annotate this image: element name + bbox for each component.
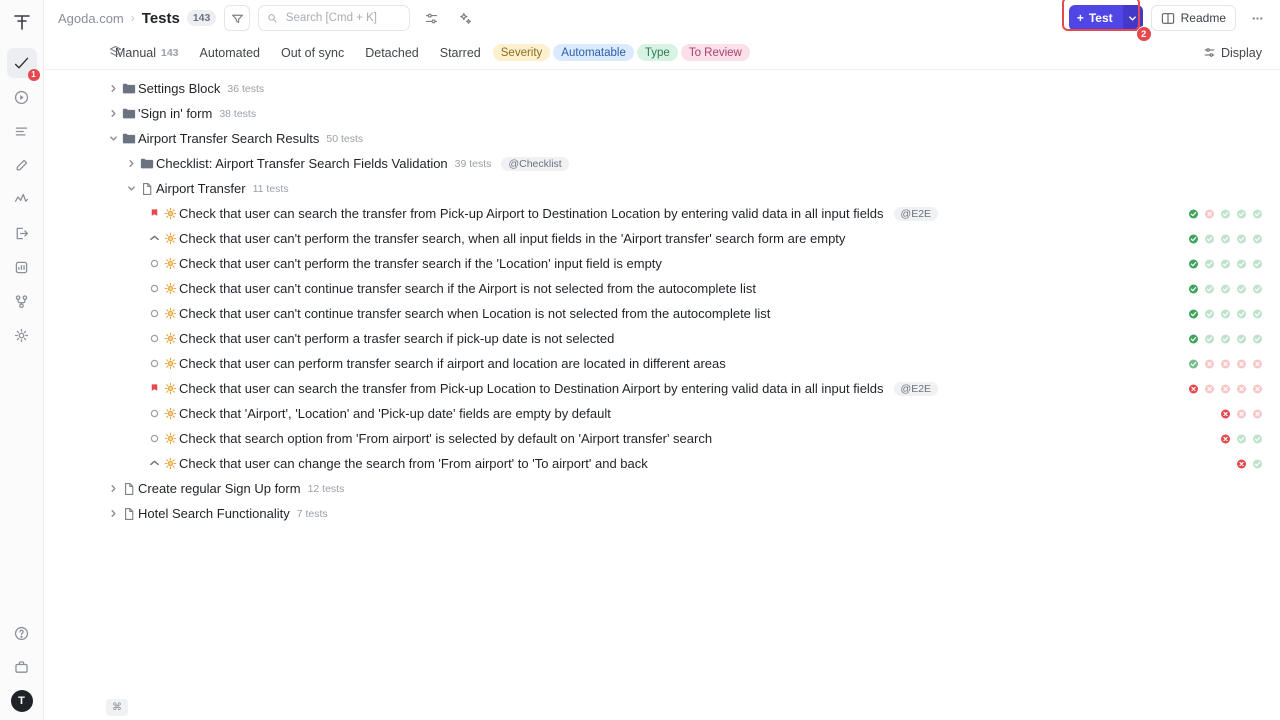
- tab-manual-count: 143: [161, 46, 179, 59]
- result-dot-fail-muted[interactable]: [1253, 384, 1262, 393]
- result-dot-fail[interactable]: [1237, 459, 1246, 468]
- node-count: 36 tests: [227, 82, 265, 95]
- breadcrumb: [58, 10, 216, 27]
- test-title: Check that user can perform transfer search if airport and location are located in different areas: [179, 356, 726, 371]
- chevron-down-icon[interactable]: [106, 134, 120, 143]
- node-count: 38 tests: [219, 107, 257, 120]
- test-results: [1189, 376, 1262, 401]
- tab-out-of-sync[interactable]: [272, 43, 353, 63]
- result-dot-pass-muted[interactable]: [1221, 284, 1230, 293]
- readme-button[interactable]: [1151, 5, 1236, 31]
- test-title: Check that user can't perform a trasfer search if pick-up date is not selected: [179, 331, 615, 346]
- tab-detached[interactable]: [356, 43, 428, 63]
- tab-starred[interactable]: [431, 43, 490, 63]
- chip-automatable[interactable]: Automatable: [553, 44, 634, 61]
- result-dot-pass[interactable]: [1189, 209, 1198, 218]
- automatable-icon[interactable]: [161, 207, 179, 220]
- test-row[interactable]: [44, 276, 1280, 301]
- tests-count-badge: 143: [187, 10, 217, 26]
- chip-type[interactable]: Type: [637, 44, 678, 61]
- app-logo-t-icon[interactable]: [8, 8, 36, 36]
- result-dot-pass-muted[interactable]: [1253, 334, 1262, 343]
- severity-icon[interactable]: [148, 358, 161, 369]
- test-title: Check that user can't perform the transfer search, when all input fields in the 'Airport transfer' search form are empty: [179, 231, 846, 246]
- chip-to-review[interactable]: To Review: [681, 44, 750, 61]
- result-dot-pass-muted[interactable]: [1205, 309, 1214, 318]
- document-icon: [138, 182, 156, 196]
- suite-row[interactable]: [44, 476, 1280, 501]
- severity-icon[interactable]: [148, 308, 161, 319]
- breadcrumb-separator: ›: [130, 11, 135, 25]
- test-button-group: [1069, 5, 1147, 40]
- folder-row[interactable]: [44, 76, 1280, 101]
- result-dot-pass-muted[interactable]: [1253, 459, 1262, 468]
- automatable-icon[interactable]: [161, 432, 179, 445]
- result-dot-pass-muted[interactable]: [1253, 284, 1262, 293]
- sidebar-item-settings[interactable]: [7, 320, 37, 350]
- automatable-icon[interactable]: [161, 232, 179, 245]
- result-dot-empty: [1205, 409, 1214, 418]
- page-title: Tests: [141, 9, 180, 27]
- result-dot-pass-muted[interactable]: [1221, 259, 1230, 268]
- folder-icon: [120, 107, 138, 120]
- result-dot-fail[interactable]: [1189, 384, 1198, 393]
- result-dot-pass-muted[interactable]: [1205, 334, 1214, 343]
- severity-icon[interactable]: [148, 433, 161, 444]
- display-label: Display: [1221, 45, 1262, 60]
- top-bar-actions: [1069, 5, 1270, 40]
- result-dot-pass-muted[interactable]: [1253, 209, 1262, 218]
- document-icon: [120, 482, 138, 496]
- test-row[interactable]: [44, 451, 1280, 476]
- result-dot-pass-muted[interactable]: [1237, 284, 1246, 293]
- severity-icon[interactable]: [148, 333, 161, 344]
- severity-icon[interactable]: [148, 258, 161, 269]
- result-dot-pass-muted[interactable]: [1253, 234, 1262, 243]
- add-test-button[interactable]: [1069, 5, 1123, 31]
- top-bar: [44, 0, 1280, 40]
- add-test-label: Test: [1088, 11, 1113, 25]
- test-row[interactable]: [44, 426, 1280, 451]
- test-row[interactable]: [44, 351, 1280, 376]
- node-count: 11 tests: [252, 182, 289, 195]
- test-results: [1189, 276, 1262, 301]
- result-dot-empty: [1205, 434, 1214, 443]
- tests-badge: 1: [28, 69, 40, 81]
- result-dot-pass-muted[interactable]: [1237, 334, 1246, 343]
- node-count: 7 tests: [296, 507, 328, 520]
- test-results: [1189, 251, 1262, 276]
- test-row[interactable]: [44, 301, 1280, 326]
- chevron-right-icon[interactable]: [106, 84, 120, 93]
- suite-row[interactable]: [44, 501, 1280, 526]
- test-row[interactable]: [44, 401, 1280, 426]
- result-dot-fail[interactable]: [1221, 409, 1230, 418]
- document-icon: [120, 507, 138, 521]
- automatable-icon[interactable]: [161, 332, 179, 345]
- sidebar-item-activity[interactable]: [7, 184, 37, 214]
- search-input[interactable]: [284, 11, 402, 25]
- test-results: [1189, 226, 1262, 251]
- node-label: Airport Transfer Search Results: [138, 131, 320, 146]
- sidebar-item-reports[interactable]: [7, 252, 37, 282]
- search-icon: [267, 12, 277, 24]
- sidebar-item-plans[interactable]: [7, 116, 37, 146]
- result-dot-empty: [1205, 459, 1214, 468]
- result-dot-fail-muted[interactable]: [1205, 209, 1214, 218]
- chip-severity[interactable]: Severity: [493, 44, 551, 61]
- folder-row[interactable]: [44, 126, 1280, 151]
- test-row[interactable]: [44, 251, 1280, 276]
- result-dot-empty: [1189, 434, 1198, 443]
- sparkle-icon[interactable]: [452, 5, 478, 31]
- result-dot-pass-muted[interactable]: [1205, 234, 1214, 243]
- tab-starred-label: Starred: [439, 45, 481, 60]
- book-icon: [1161, 12, 1175, 25]
- test-title: Check that user can't perform the transfer search if the 'Location' input field is empty: [179, 256, 662, 271]
- node-label: Settings Block: [138, 81, 221, 96]
- readme-label: Readme: [1180, 11, 1226, 25]
- sidebar-item-tests[interactable]: [7, 48, 37, 78]
- tab-detached-label: Detached: [365, 45, 419, 60]
- search-input-wrap[interactable]: [258, 5, 410, 31]
- result-dot-pass-muted[interactable]: [1221, 309, 1230, 318]
- test-row[interactable]: [44, 326, 1280, 351]
- result-dot-pass-dim[interactable]: [1189, 359, 1198, 368]
- test-results: [1189, 351, 1262, 376]
- filter-bar: [44, 36, 1280, 70]
- node-count: 50 tests: [326, 132, 364, 145]
- test-title: Check that user can't continue transfer search if the Airport is not selected from the autocomplete list: [179, 281, 756, 296]
- test-results: [1189, 326, 1262, 351]
- test-results: [1189, 401, 1262, 426]
- folder-icon: [120, 132, 138, 145]
- briefcase-icon[interactable]: [7, 652, 37, 682]
- folder-row[interactable]: [44, 101, 1280, 126]
- tab-out-of-sync-label: Out of sync: [281, 45, 345, 60]
- chevron-right-icon[interactable]: [124, 159, 138, 168]
- test-results: [1189, 201, 1262, 226]
- add-test-dropdown-button[interactable]: [1123, 5, 1147, 40]
- node-label: Airport Transfer: [156, 181, 246, 196]
- result-dot-pass-muted[interactable]: [1237, 209, 1246, 218]
- chevron-down-icon[interactable]: [124, 184, 138, 193]
- test-tree: [44, 70, 1280, 526]
- node-tag[interactable]: @Checklist: [501, 157, 568, 171]
- automatable-icon[interactable]: [161, 457, 179, 470]
- sidebar-item-runs[interactable]: [7, 82, 37, 112]
- sliders-icon: [1203, 46, 1216, 59]
- test-title: Check that user can't continue transfer search when Location is not selected from the autocomplete list: [179, 306, 771, 321]
- test-tag[interactable]: @E2E: [894, 207, 939, 221]
- ellipsis-icon[interactable]: [1244, 5, 1270, 31]
- automatable-icon[interactable]: [161, 382, 179, 395]
- severity-icon[interactable]: [148, 208, 161, 219]
- result-dot-pass[interactable]: [1189, 334, 1198, 343]
- result-dot-pass-muted[interactable]: [1221, 234, 1230, 243]
- result-dot-pass-muted[interactable]: [1205, 284, 1214, 293]
- chevron-right-icon[interactable]: [106, 109, 120, 118]
- test-results: [1189, 426, 1262, 451]
- result-dot-fail-muted[interactable]: [1237, 409, 1246, 418]
- node-label: Checklist: Airport Transfer Search Fields Validation: [156, 156, 448, 171]
- result-dot-pass-muted[interactable]: [1253, 309, 1262, 318]
- sidebar-item-integrations[interactable]: [7, 286, 37, 316]
- result-dot-pass-muted[interactable]: [1221, 209, 1230, 218]
- tab-automated-label: Automated: [199, 45, 260, 60]
- result-dot-pass-muted[interactable]: [1253, 434, 1262, 443]
- test-title: Check that user can change the search from 'From airport' to 'To airport' and back: [179, 456, 648, 471]
- result-dot-empty: [1189, 459, 1198, 468]
- result-dot-pass-muted[interactable]: [1237, 309, 1246, 318]
- display-button[interactable]: [1195, 43, 1270, 63]
- result-dot-fail-muted[interactable]: [1237, 359, 1246, 368]
- sliders-icon[interactable]: [418, 5, 444, 31]
- filter-bar-right: [1195, 43, 1270, 63]
- left-rail: [0, 0, 44, 720]
- test-results: [1189, 451, 1262, 476]
- result-dot-empty: [1221, 459, 1230, 468]
- test-row[interactable]: [44, 226, 1280, 251]
- sidebar-item-drafts[interactable]: [7, 150, 37, 180]
- result-dot-pass[interactable]: [1189, 309, 1198, 318]
- folder-icon: [120, 82, 138, 95]
- node-count: 12 tests: [307, 482, 345, 495]
- result-dot-fail-muted[interactable]: [1221, 384, 1230, 393]
- avatar[interactable]: T: [11, 690, 33, 712]
- test-title: Check that user can search the transfer from Pick-up Location to Destination Airport by entering valid data in all input fields: [179, 381, 884, 396]
- tab-automated[interactable]: [191, 43, 269, 63]
- automatable-icon[interactable]: [161, 407, 179, 420]
- automatable-icon[interactable]: [161, 257, 179, 270]
- chevron-right-icon[interactable]: [106, 509, 120, 518]
- result-dot-fail-muted[interactable]: [1253, 359, 1262, 368]
- result-dot-fail-muted[interactable]: [1205, 384, 1214, 393]
- node-label: Hotel Search Functionality: [138, 506, 290, 521]
- main-area: [44, 0, 1280, 720]
- result-dot-pass[interactable]: [1189, 284, 1198, 293]
- result-dot-pass-muted[interactable]: [1237, 434, 1246, 443]
- test-results: [1189, 301, 1262, 326]
- result-dot-pass[interactable]: [1189, 234, 1198, 243]
- plus-icon: +: [1076, 11, 1084, 25]
- severity-icon[interactable]: [148, 458, 161, 469]
- test-row[interactable]: [44, 376, 1280, 401]
- test-title: Check that 'Airport', 'Location' and 'Pick-up date' fields are empty by default: [179, 406, 611, 421]
- help-circle-icon[interactable]: [7, 618, 37, 648]
- severity-icon[interactable]: [148, 283, 161, 294]
- result-dot-pass[interactable]: [1189, 259, 1198, 268]
- command-key-hint[interactable]: ⌘: [106, 699, 128, 716]
- result-dot-fail-muted[interactable]: [1237, 384, 1246, 393]
- test-title: Check that search option from 'From airport' is selected by default on 'Airport transfer' search: [179, 431, 713, 446]
- folder-row[interactable]: [44, 151, 1280, 176]
- severity-icon[interactable]: [148, 233, 161, 244]
- automatable-icon[interactable]: [161, 357, 179, 370]
- result-dot-pass-muted[interactable]: [1237, 234, 1246, 243]
- suite-row[interactable]: [44, 176, 1280, 201]
- automatable-icon[interactable]: [161, 282, 179, 295]
- node-label: 'Sign in' form: [138, 106, 213, 121]
- severity-icon[interactable]: [148, 408, 161, 419]
- step-badge-2: 2: [1136, 26, 1152, 42]
- folder-icon: [138, 157, 156, 170]
- layers-icon[interactable]: [108, 44, 123, 62]
- result-dot-fail-muted[interactable]: [1221, 359, 1230, 368]
- result-dot-pass-muted[interactable]: [1237, 259, 1246, 268]
- result-dot-empty: [1189, 409, 1198, 418]
- result-dot-fail-muted[interactable]: [1205, 359, 1214, 368]
- node-count: 39 tests: [454, 157, 492, 170]
- result-dot-pass-muted[interactable]: [1253, 259, 1262, 268]
- sidebar-item-import[interactable]: [7, 218, 37, 248]
- severity-icon[interactable]: [148, 383, 161, 394]
- result-dot-pass-muted[interactable]: [1205, 259, 1214, 268]
- result-dot-fail-muted[interactable]: [1253, 409, 1262, 418]
- filter-icon[interactable]: [224, 5, 250, 31]
- test-tag[interactable]: @E2E: [894, 382, 939, 396]
- automatable-icon[interactable]: [161, 307, 179, 320]
- node-label: Create regular Sign Up form: [138, 481, 301, 496]
- result-dot-fail[interactable]: [1221, 434, 1230, 443]
- test-title: Check that user can search the transfer from Pick-up Airport to Destination Location by entering valid data in all input fields: [179, 206, 884, 221]
- breadcrumb-project[interactable]: Agoda.com: [58, 10, 124, 26]
- chevron-down-icon: [1128, 14, 1137, 23]
- chevron-right-icon[interactable]: [106, 484, 120, 493]
- tab-manual-label: Manual: [115, 45, 156, 60]
- result-dot-pass-muted[interactable]: [1221, 334, 1230, 343]
- test-row[interactable]: [44, 201, 1280, 226]
